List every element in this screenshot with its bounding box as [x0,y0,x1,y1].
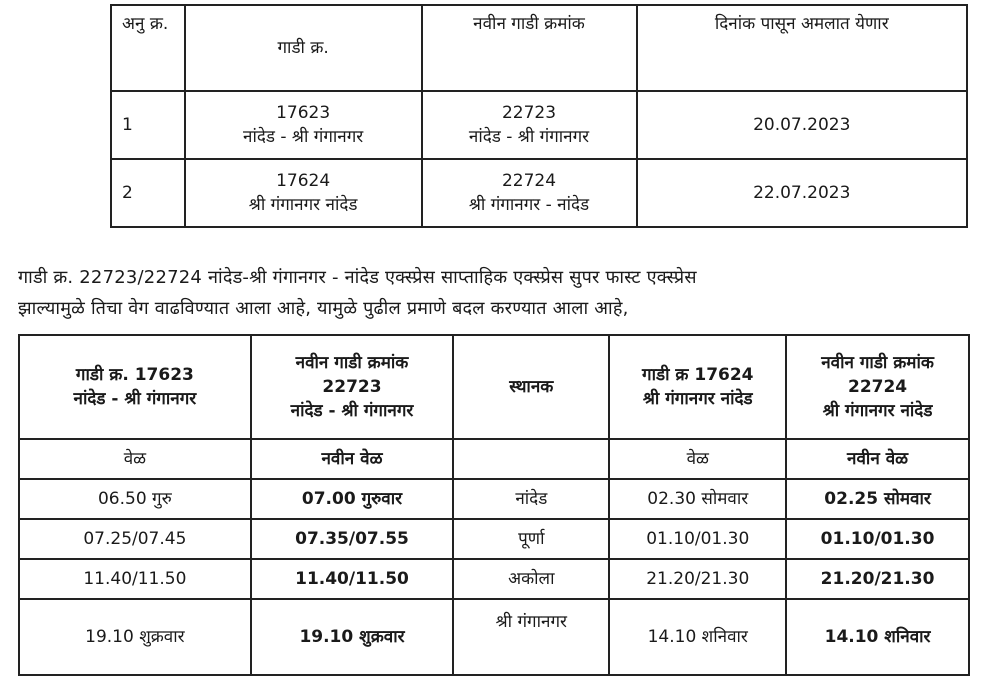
header-line: गाडी क्र. 17623 [75,365,194,385]
notice-paragraph [18,262,978,324]
header-new-train-down [251,335,453,439]
header-line: नांदेड - श्री गंगानगर [290,401,414,421]
cell-old-time-up: 02.30 सोमवार [609,479,786,519]
cell-effective-date: 22.07.2023 [637,159,968,227]
table-header-row [111,5,967,91]
header-old-train-down [19,335,251,439]
subheader-time: वेळ [609,439,786,479]
subheader-new-time: नवीन वेळ [251,439,453,479]
subheader-empty [453,439,609,479]
table-row [19,599,969,675]
table-row [19,479,969,519]
header-serial: अनु क्र. [111,5,185,91]
header-line: 22723 [322,377,382,397]
subheader-row [19,439,969,479]
old-train-route: श्री गंगानगर नांदेड [248,195,358,215]
cell-old-time-down: 06.50 गुरु [19,479,251,519]
timing-change-table [18,334,970,676]
new-train-number: 22724 [501,171,557,191]
cell-station: श्री गंगानगर [453,599,609,675]
header-line: श्री गंगानगर नांदेड [642,389,753,409]
cell-new-time-up: 21.20/21.30 [786,559,969,599]
header-new-train-no: नवीन गाडी क्रमांक [422,5,637,91]
cell-new-time-down: 19.10 शुक्रवार [251,599,453,675]
cell-effective-date: 20.07.2023 [637,91,968,159]
cell-station: पूर्णा [453,519,609,559]
header-line: नांदेड - श्री गंगानगर [73,389,197,409]
header-line: गाडी क्र 17624 [642,365,754,385]
header-station: स्थानक [453,335,609,439]
cell-new-time-down: 07.00 गुरुवार [251,479,453,519]
new-train-route: नांदेड - श्री गंगानगर [468,127,590,147]
cell-new-time-down: 11.40/11.50 [251,559,453,599]
header-line: नवीन गाडी क्रमांक [295,353,409,373]
cell-serial: 2 [111,159,185,227]
new-train-number: 22723 [501,103,557,123]
old-train-number: 17624 [276,171,331,191]
cell-old-train [185,159,422,227]
cell-new-train [422,159,637,227]
header-new-train-up [786,335,969,439]
cell-new-time-up: 14.10 शनिवार [786,599,969,675]
table-row [19,519,969,559]
old-train-number: 17623 [276,103,331,123]
cell-station: नांदेड [453,479,609,519]
cell-old-time-up: 14.10 शनिवार [609,599,786,675]
cell-old-time-down: 07.25/07.45 [19,519,251,559]
header-train-no: गाडी क्र. [185,5,422,91]
subheader-new-time: नवीन वेळ [786,439,969,479]
cell-old-time-down: 11.40/11.50 [19,559,251,599]
old-train-route: नांदेड - श्री गंगानगर [243,127,364,147]
table-row [111,91,967,159]
table-header-row [19,335,969,439]
cell-new-time-up: 02.25 सोमवार [786,479,969,519]
cell-old-train [185,91,422,159]
cell-old-time-up: 21.20/21.30 [609,559,786,599]
header-line: श्री गंगानगर नांदेड [822,401,933,421]
cell-serial: 1 [111,91,185,159]
cell-old-time-up: 01.10/01.30 [609,519,786,559]
header-line: 22724 [847,377,908,397]
header-effective-date: दिनांक पासून अमलात येणार [637,5,968,91]
cell-new-time-down: 07.35/07.55 [251,519,453,559]
notice-line-2: झाल्यामुळे तिचा वेग वाढविण्यात आला आहे, यामुळे पुढील प्रमाणे बदल करण्यात आला आहे, [18,298,629,319]
train-number-change-table [110,4,968,228]
cell-new-time-up: 01.10/01.30 [786,519,969,559]
header-old-train-up [609,335,786,439]
header-line: नवीन गाडी क्रमांक [821,353,934,373]
subheader-time: वेळ [19,439,251,479]
cell-station: अकोला [453,559,609,599]
table-row [111,159,967,227]
cell-old-time-down: 19.10 शुक्रवार [19,599,251,675]
table-row [19,559,969,599]
notice-line-1: गाडी क्र. 22723/22724 नांदेड-श्री गंगानगर - नांदेड एक्स्प्रेस साप्ताहिक एक्स्प्रेस सुपर फास्ट एक्स्प्रेस [18,267,697,288]
cell-new-train [422,91,637,159]
new-train-route: श्री गंगानगर - नांदेड [468,195,590,215]
